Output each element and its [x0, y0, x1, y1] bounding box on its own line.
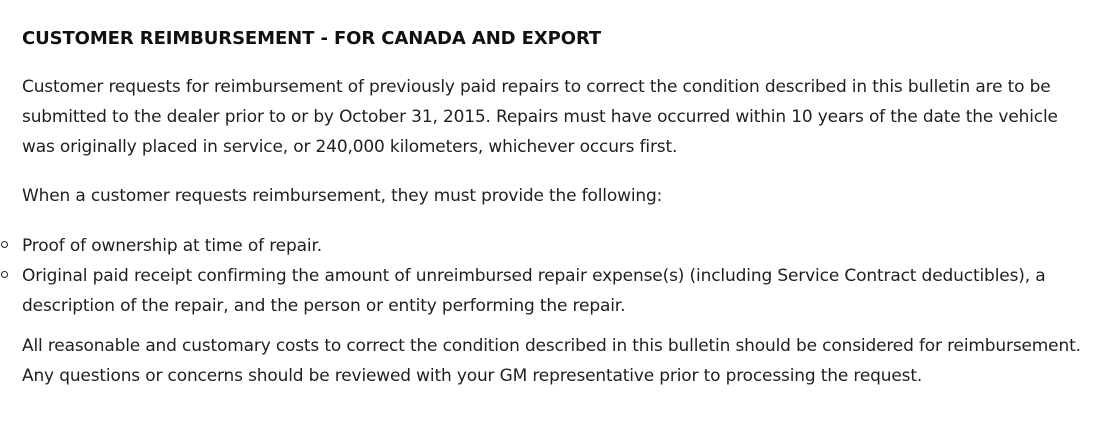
paragraph-line: submitted to the dealer prior to or by October 31, 2015. Repairs must have occurred within 10 years of the date the vehicle	[22, 107, 1058, 127]
paragraph-line: Customer requests for reimbursement of previously paid repairs to correct the condition described in this bulletin are to be	[22, 77, 1051, 97]
hollow-bullet-icon	[1, 271, 8, 278]
list-item-line: Proof of ownership at time of repair.	[22, 236, 323, 256]
reimbursement-deadline-paragraph	[22, 72, 1097, 162]
section-heading: CUSTOMER REIMBURSEMENT - FOR CANADA AND EXPORT	[22, 28, 602, 49]
list-item-line: Original paid receipt confirming the amount of unreimbursed repair expense(s) (including Service Contract deductibles), a	[22, 266, 1046, 286]
requirements-list	[0, 231, 1090, 321]
paragraph-line: When a customer requests reimbursement, they must provide the following:	[22, 186, 663, 206]
list-item-line: description of the repair, and the person or entity performing the repair.	[22, 296, 626, 316]
hollow-bullet-icon	[1, 241, 8, 248]
list-item	[0, 261, 1090, 321]
reasonable-costs-paragraph	[22, 331, 1097, 391]
paragraph-line: was originally placed in service, or 240,000 kilometers, whichever occurs first.	[22, 137, 678, 157]
paragraph-line: All reasonable and customary costs to correct the condition described in this bulletin should be considered for reimbursement.	[22, 336, 1081, 356]
list-item	[0, 231, 1090, 261]
requirements-intro-paragraph	[22, 181, 1097, 211]
paragraph-line: Any questions or concerns should be reviewed with your GM representative prior to processing the request.	[22, 366, 923, 386]
